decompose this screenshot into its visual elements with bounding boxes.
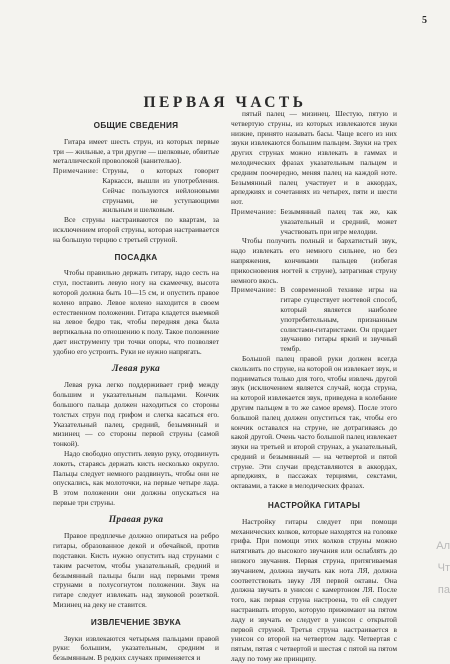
right-column bbox=[231, 109, 397, 664]
note-block bbox=[231, 207, 397, 236]
note-label: Примечание: bbox=[231, 206, 277, 216]
note-text: Безымянный палец так же, как указательный и средний, может участвовать при игре мелодии. bbox=[280, 206, 397, 236]
note-text: Струны, о которых говорит Каркасси, вышли из употребления. Сейчас пользуются нейлоновыми струнами, не уступающими жильным и шелковым. bbox=[102, 166, 219, 215]
note-text: В современной технике игры на гитаре существует ногтевой способ, который является наиболее употребительным, признанным солистами-гитаристами. Он придает звучанию гитары яркий и звучный тембр. bbox=[280, 285, 397, 354]
paragraph: Левая рука легко поддерживает гриф между большим и указательным пальцами. Кончик большого пальца должен находиться со стороны толстых струн под грифом и слегка касаться его. Указательный палец, средний, безымянный и мизинец — со стороны первой струны (самой тонкой). bbox=[53, 380, 219, 449]
note-block bbox=[231, 285, 397, 354]
paragraph: Все струны настраиваются по квартам, за исключением второй струны, которая настраивается на большую терцию с третьей струной. bbox=[53, 215, 219, 244]
note-block bbox=[53, 166, 219, 215]
side-mark: Ал bbox=[436, 540, 450, 552]
heading-guitar-tuning: НАСТРОЙКА ГИТАРЫ bbox=[267, 501, 361, 511]
left-column bbox=[53, 121, 219, 663]
heading-right-hand: Правая рука bbox=[108, 514, 164, 525]
heading-sound-production: ИЗВЛЕЧЕНИЕ ЗВУКА bbox=[90, 617, 182, 627]
paragraph: Правое предплечье должно опираться на ребро гитары, образованное декой и обечайкой, против подставки. Кисть нужно опустить над струнами с таким расчетом, чтобы указательный, средний и безымянный пальцы были над первыми тремя струнами в полусогнутом положении. Звук на гитаре следует извлекать над звуковой розеткой. Мизинец на деку не ставится. bbox=[53, 531, 219, 610]
paragraph: Настройку гитары следует при помощи механических колков, которые находятся на головке грифа. При помощи этих колков струны можно натягивать до высокого звучания или ослаблять до низкого звучания. Первая струна, притягиваемая звучанием, должна звучать как нота ЛЯ, должна соответствовать звуку ЛЯ первой октавы. Она должна звучать в унисон с камертоном ЛЯ. После того, как первая струна настроена, то ей следует настраивать вторую, которую прижимают на пятом ладу и звучать ее следует в унисон с открытой первой струной. Третья струна настраивается в унисон со второй на четвертом ладу. Четвертая с пятым, пятая с четвертой и шестая с пятой на пятом ладу по тому же принципу. bbox=[231, 516, 397, 664]
page-number: 5 bbox=[422, 15, 427, 26]
paragraph: Большой палец правой руки должен всегда скользить по струне, на которой он извлекает звук, и подниматься только для того, чтобы извлечь другой звук (исключением является случай, когда струна, на которой извлекается звук, приведена в колебание другим пальцем в то же самое время). После этого большой палец должен опуститься так, чтобы его кончик оставался на струне, не дотрагиваясь до какой другой. Очень часто большой палец извлекает звуки на третьей и второй струнах, а указательный, средний и безымянный — на четвертой и пятой струне. Эти случаи представляются в аккордах, арпеджиях, в пассажах терциями, секстами, октавами, а также в мелодических фразах. bbox=[231, 353, 397, 491]
paragraph: Чтобы получить полный и бархатистый звук, надо извлекать его немного сильнее, но без напряжения, кончиками пальцев (избегая прикосновения ногтей к струне), затрагивая струну немного вкось. bbox=[231, 236, 397, 285]
note-label: Примечание: bbox=[231, 285, 277, 295]
paragraph: Звуки извлекаются четырьмя пальцами правой руки: большим, указательным, средним и безымянным. В редких случаях применяется и bbox=[53, 633, 219, 663]
heading-posture: ПОСАДКА bbox=[114, 252, 158, 262]
side-mark: Чт bbox=[437, 562, 450, 574]
part-title: ПЕРВАЯ ЧАСТЬ bbox=[143, 94, 307, 111]
paragraph: Чтобы правильно держать гитару, надо сесть на стул, поставить левую ногу на скамеечку, высота которой должна быть 10—15 см, и опустить правое колено вправо. Левое колено находится в своем естественном положении. Гитара кладется выемкой на левое бедро так, чтобы передняя дека была вертикальна по отношению к полу. Такое положение дает инструменту три точки опоры, что позволяет удобно его устроить. Руки не нужно напрягать. bbox=[53, 268, 220, 356]
paragraph: пятый палец — мизинец. Шестую, пятую и четвертую струны, из которых извлекаются звуки низкие, принято называть басы. Чаще всего из них звуки извлекаются большим пальцем. Звуки на трех других струнах можно извлекать в гаммах и мелодических фразах указательным пальцем и средним поочередно, меняя палец на каждой ноте. Безымянный палец участвует и в аккордах, арпеджиях и сочетаниях из четырех, пяти и шести нот. bbox=[231, 109, 397, 207]
heading-left-hand: Левая рука bbox=[111, 363, 161, 374]
paragraph: Гитара имеет шесть струн, из которых первые три — жильные, а три другие — шелковые, обвитые металлической проволокой (канителью). bbox=[53, 136, 219, 166]
note-label: Примечание: bbox=[53, 166, 99, 176]
paragraph: Надо свободно опустить левую руку, отодвинуть локоть, стараясь держать кисть несколько округло. Пальцы следует немного раздвинуть, чтобы они не опускались, как молоточки, на первые четыре лада. В этом положении они должны опускаться на первые три струны. bbox=[53, 448, 219, 507]
side-mark: па bbox=[437, 584, 450, 596]
heading-general-info: ОБЩИЕ СВЕДЕНИЯ bbox=[93, 121, 179, 130]
